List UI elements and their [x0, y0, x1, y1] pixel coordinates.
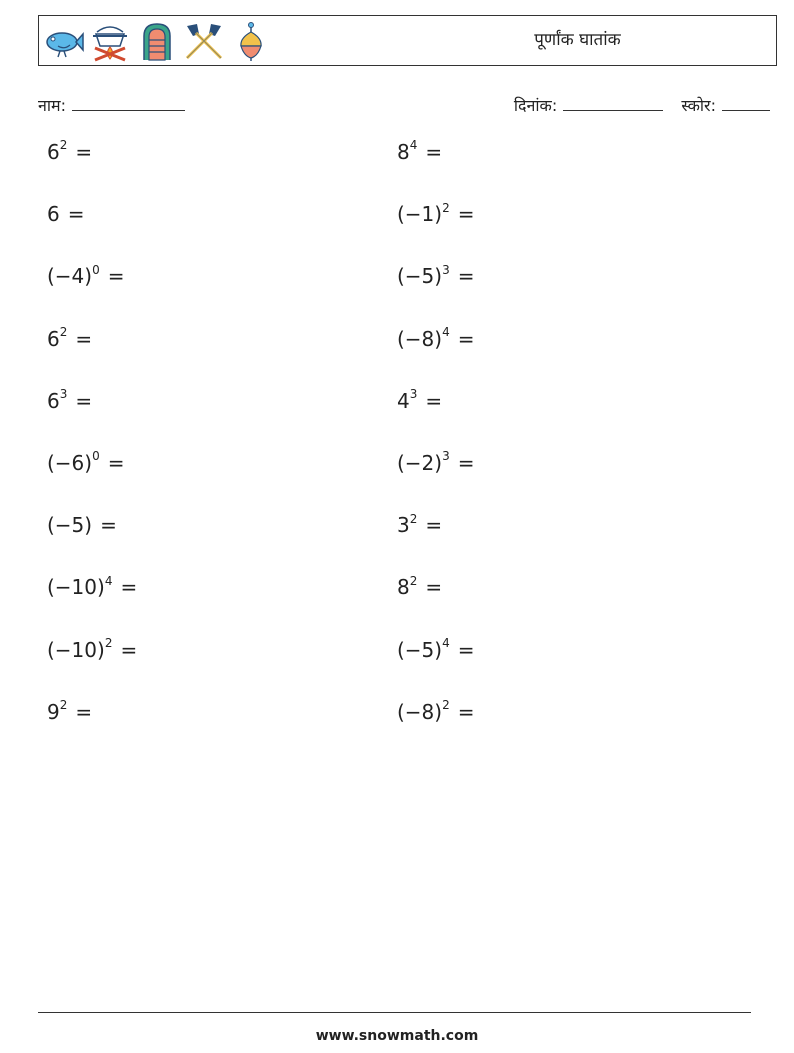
date-score-field [514, 93, 770, 116]
problem-item [397, 700, 475, 724]
problem-base: 6 [47, 140, 60, 164]
problem-exponent: 3 [409, 387, 418, 402]
problem-base: (−8) [397, 326, 443, 351]
score-label: स्कोर: [681, 96, 716, 115]
name-blank[interactable] [72, 93, 185, 111]
problem-item [397, 324, 475, 351]
problem-item [397, 264, 475, 288]
problem-exponent: 2 [59, 324, 68, 339]
problem-item [47, 700, 92, 724]
equals-sign: = [67, 202, 85, 227]
name-label: नाम: [38, 96, 66, 115]
problem-item [47, 513, 117, 537]
problem-base: (−5) [397, 264, 443, 289]
problem-item [47, 264, 125, 288]
problem-base: (−2) [397, 451, 443, 475]
problem-exponent: 4 [442, 635, 450, 650]
problem-item [397, 575, 442, 599]
footer-url: www.snowmath.com [315, 1028, 479, 1044]
problem-exponent: 2 [59, 698, 68, 713]
equals-sign: = [457, 326, 475, 351]
problem-base: 6 [47, 388, 60, 413]
problem-item [397, 140, 442, 164]
problem-item [47, 451, 125, 475]
equals-sign: = [107, 451, 125, 475]
equals-sign: = [120, 575, 138, 600]
problem-base: (−6) [47, 451, 93, 475]
problem-base: 8 [397, 575, 410, 600]
equals-sign: = [107, 264, 125, 289]
problem-exponent: 3 [442, 449, 450, 464]
problem-item [47, 389, 92, 413]
problem-exponent: 0 [92, 262, 100, 277]
problem-base: 3 [397, 513, 410, 538]
problem-exponent: 2 [59, 138, 68, 153]
problem-item [47, 202, 85, 226]
equals-sign: = [425, 140, 443, 164]
date-blank[interactable] [563, 93, 663, 111]
problem-base: (−5) [397, 637, 443, 662]
problem-base: 6 [47, 202, 60, 227]
problem-item [397, 513, 442, 537]
problem-item [397, 202, 475, 226]
problem-exponent: 2 [104, 635, 113, 650]
problem-item [397, 635, 475, 662]
problem-base: 6 [47, 326, 60, 351]
equals-sign: = [120, 637, 138, 662]
problem-exponent: 4 [409, 138, 418, 153]
problem-base: (−10) [47, 575, 105, 600]
problem-item [397, 451, 475, 475]
equals-sign: = [100, 513, 117, 538]
footer-divider [38, 1012, 751, 1013]
name-field [38, 93, 185, 116]
problem-exponent: 4 [442, 324, 450, 339]
problem-base: (−5) [47, 513, 93, 538]
problem-exponent: 2 [409, 511, 418, 526]
problem-exponent: 3 [59, 387, 68, 402]
equals-sign: = [425, 575, 443, 600]
problem-exponent: 2 [442, 698, 450, 713]
problem-item [47, 140, 92, 164]
equals-sign: = [75, 326, 93, 351]
problem-item [47, 575, 137, 599]
equals-sign: = [457, 699, 475, 724]
problem-item [47, 324, 93, 351]
problem-base: (−1) [397, 202, 443, 227]
equals-sign: = [425, 388, 443, 413]
equals-sign: = [457, 637, 475, 662]
equals-sign: = [457, 451, 475, 475]
problem-exponent: 2 [442, 200, 450, 215]
problem-base: (−8) [397, 699, 443, 724]
equals-sign: = [75, 699, 93, 724]
equals-sign: = [75, 140, 93, 164]
problem-base: 4 [397, 388, 410, 413]
problem-exponent: 4 [104, 573, 113, 588]
problem-base: 9 [47, 699, 60, 724]
problem-exponent: 0 [92, 449, 100, 464]
problem-exponent: 3 [442, 262, 450, 277]
problem-base: (−4) [47, 264, 93, 289]
worksheet-title: पूर्णांक घातांक [534, 30, 621, 50]
problem-item [397, 389, 442, 413]
worksheet-header [38, 15, 777, 66]
equals-sign: = [457, 264, 475, 289]
date-label: दिनांक: [513, 96, 558, 115]
equals-sign: = [425, 513, 443, 538]
equals-sign: = [457, 202, 475, 227]
problem-base: 8 [397, 140, 410, 164]
score-blank[interactable] [722, 93, 770, 111]
problem-base: (−10) [47, 637, 105, 662]
problem-item [47, 635, 138, 662]
equals-sign: = [75, 388, 93, 413]
problem-exponent: 2 [409, 573, 418, 588]
